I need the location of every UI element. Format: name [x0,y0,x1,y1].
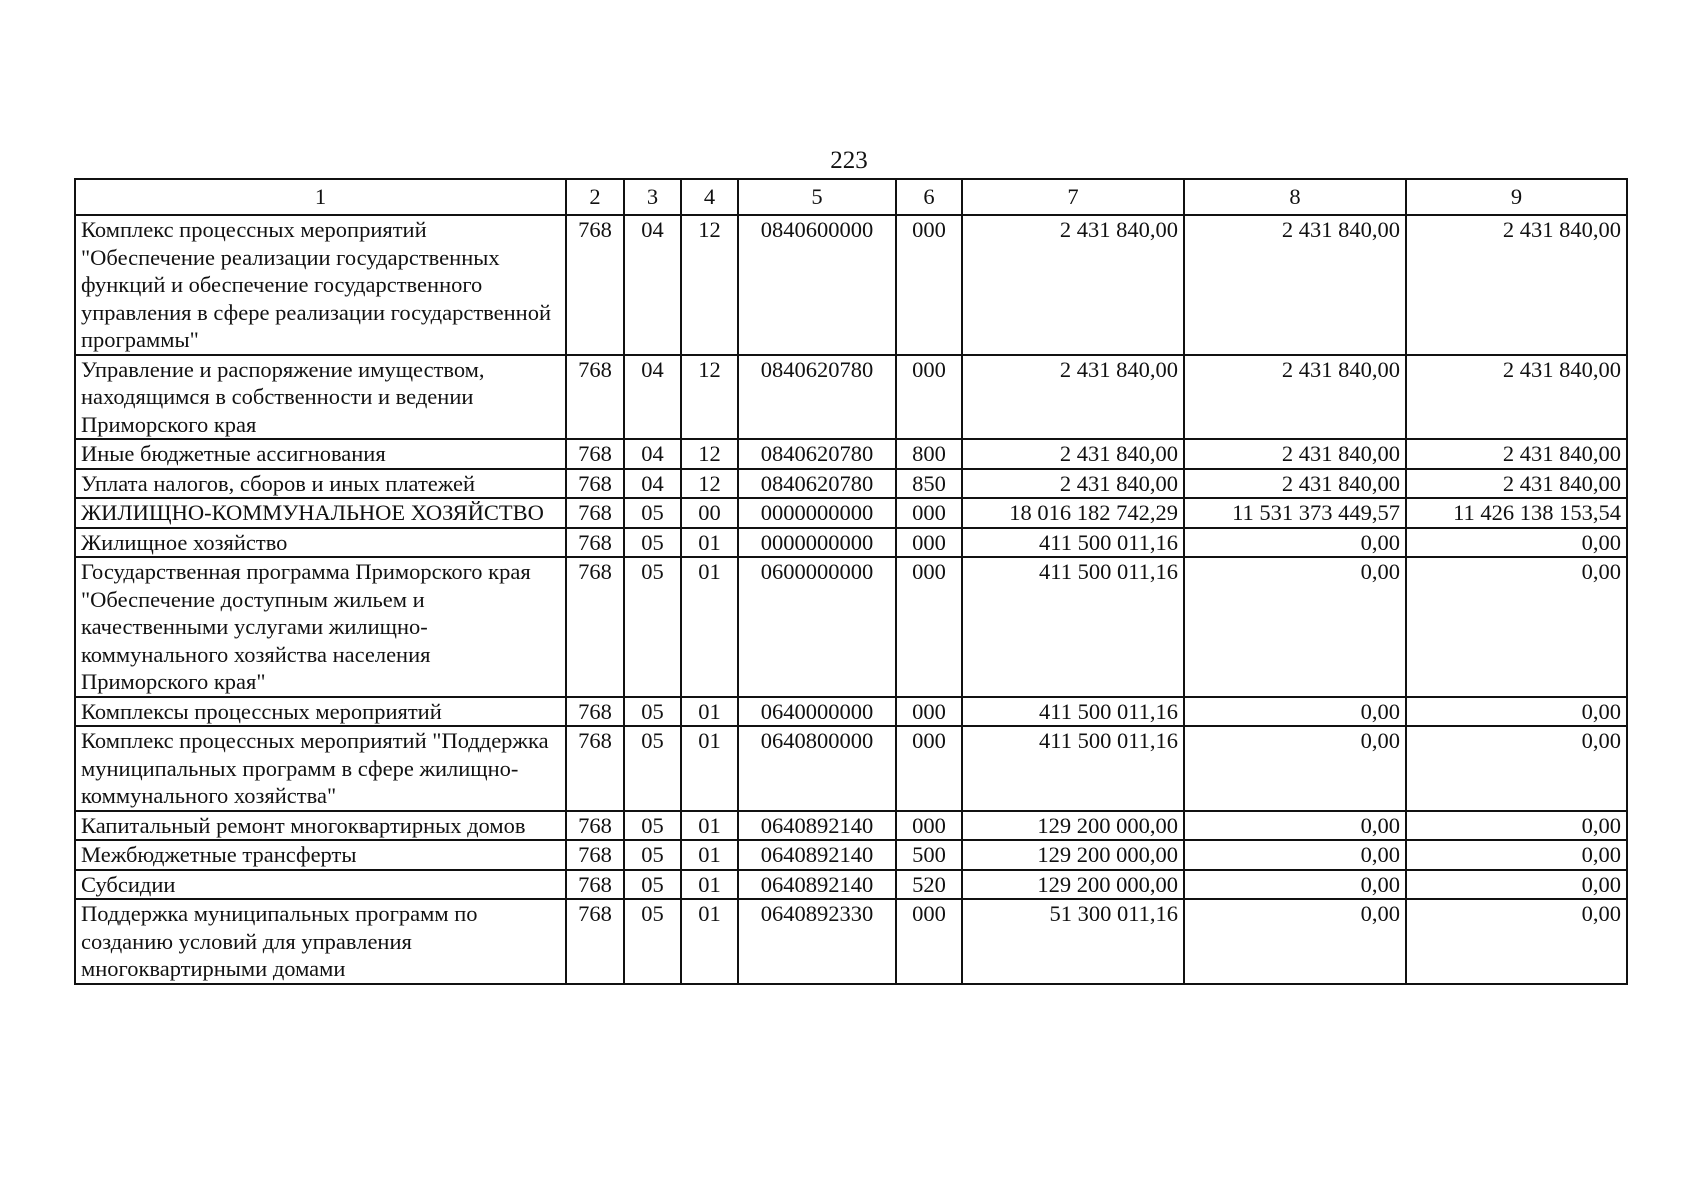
column-header: 1 [75,179,566,215]
row-name: Комплекс процессных мероприятий "Обеспечение реализации государственных функций и обеспечение государственного управления в сфере реализации государственной программы" [75,215,566,355]
code-admin: 768 [566,870,624,900]
code-section: 05 [624,726,681,811]
header-row [75,179,1627,215]
table-row [75,726,1627,811]
amount-year-2: 2 431 840,00 [1184,355,1406,440]
amount-year-2: 0,00 [1184,697,1406,727]
code-admin: 768 [566,528,624,558]
row-name: ЖИЛИЩНО-КОММУНАЛЬНОЕ ХОЗЯЙСТВО [75,498,566,528]
amount-year-2: 2 431 840,00 [1184,215,1406,355]
amount-year-1: 2 431 840,00 [962,215,1184,355]
table-row [75,697,1627,727]
table-row [75,215,1627,355]
code-admin: 768 [566,439,624,469]
amount-year-1: 411 500 011,16 [962,528,1184,558]
code-subsection: 12 [681,439,738,469]
code-target-article: 0640892330 [738,899,896,984]
code-expense-type: 850 [896,469,962,499]
table-row [75,528,1627,558]
code-expense-type: 000 [896,899,962,984]
table-row [75,355,1627,440]
row-name: Межбюджетные трансферты [75,840,566,870]
row-name: Управление и распоряжение имуществом, находящимся в собственности и ведении Приморского края [75,355,566,440]
code-subsection: 01 [681,870,738,900]
column-header: 3 [624,179,681,215]
table-row [75,439,1627,469]
table-row [75,557,1627,697]
amount-year-3: 2 431 840,00 [1406,439,1627,469]
code-section: 05 [624,811,681,841]
amount-year-1: 2 431 840,00 [962,439,1184,469]
amount-year-3: 0,00 [1406,726,1627,811]
row-name: Комплексы процессных мероприятий [75,697,566,727]
column-header: 9 [1406,179,1627,215]
amount-year-3: 0,00 [1406,697,1627,727]
code-expense-type: 000 [896,215,962,355]
row-name: Капитальный ремонт многоквартирных домов [75,811,566,841]
amount-year-2: 0,00 [1184,557,1406,697]
column-header: 8 [1184,179,1406,215]
amount-year-1: 2 431 840,00 [962,355,1184,440]
code-subsection: 01 [681,899,738,984]
code-section: 05 [624,870,681,900]
code-target-article: 0000000000 [738,498,896,528]
amount-year-1: 18 016 182 742,29 [962,498,1184,528]
amount-year-1: 129 200 000,00 [962,811,1184,841]
code-subsection: 01 [681,726,738,811]
code-admin: 768 [566,498,624,528]
code-target-article: 0600000000 [738,557,896,697]
code-expense-type: 000 [896,557,962,697]
code-section: 04 [624,215,681,355]
code-section: 05 [624,498,681,528]
amount-year-3: 2 431 840,00 [1406,469,1627,499]
amount-year-2: 2 431 840,00 [1184,439,1406,469]
amount-year-1: 51 300 011,16 [962,899,1184,984]
amount-year-3: 2 431 840,00 [1406,215,1627,355]
code-subsection: 01 [681,557,738,697]
code-target-article: 0640892140 [738,870,896,900]
code-expense-type: 000 [896,355,962,440]
row-name: Комплекс процессных мероприятий "Поддержка муниципальных программ в сфере жилищно-коммунального хозяйства" [75,726,566,811]
code-target-article: 0640800000 [738,726,896,811]
amount-year-2: 0,00 [1184,840,1406,870]
amount-year-3: 2 431 840,00 [1406,355,1627,440]
code-expense-type: 000 [896,528,962,558]
budget-table [74,178,1628,985]
amount-year-2: 0,00 [1184,528,1406,558]
amount-year-1: 2 431 840,00 [962,469,1184,499]
amount-year-1: 129 200 000,00 [962,840,1184,870]
code-subsection: 00 [681,498,738,528]
code-target-article: 0640892140 [738,840,896,870]
code-subsection: 12 [681,355,738,440]
code-admin: 768 [566,557,624,697]
code-expense-type: 000 [896,498,962,528]
row-name: Поддержка муниципальных программ по созданию условий для управления многоквартирными домами [75,899,566,984]
row-name: Иные бюджетные ассигнования [75,439,566,469]
code-admin: 768 [566,840,624,870]
column-header: 4 [681,179,738,215]
row-name: Жилищное хозяйство [75,528,566,558]
code-section: 04 [624,439,681,469]
code-section: 05 [624,528,681,558]
table-row [75,840,1627,870]
code-target-article: 0840600000 [738,215,896,355]
code-expense-type: 000 [896,811,962,841]
row-name: Субсидии [75,870,566,900]
code-section: 04 [624,355,681,440]
code-target-article: 0640892140 [738,811,896,841]
code-expense-type: 800 [896,439,962,469]
column-header: 7 [962,179,1184,215]
row-name: Уплата налогов, сборов и иных платежей [75,469,566,499]
code-expense-type: 000 [896,726,962,811]
code-target-article: 0840620780 [738,469,896,499]
amount-year-3: 0,00 [1406,899,1627,984]
code-subsection: 01 [681,528,738,558]
code-admin: 768 [566,355,624,440]
table-row [75,469,1627,499]
code-section: 05 [624,899,681,984]
code-admin: 768 [566,469,624,499]
column-header: 6 [896,179,962,215]
code-subsection: 01 [681,811,738,841]
amount-year-3: 11 426 138 153,54 [1406,498,1627,528]
amount-year-3: 0,00 [1406,870,1627,900]
table-row [75,899,1627,984]
row-name: Государственная программа Приморского края "Обеспечение доступным жильем и качественными услугами жилищно-коммунального хозяйства населения Приморского края" [75,557,566,697]
amount-year-2: 0,00 [1184,811,1406,841]
table-row [75,811,1627,841]
code-expense-type: 520 [896,870,962,900]
code-admin: 768 [566,899,624,984]
amount-year-3: 0,00 [1406,528,1627,558]
code-admin: 768 [566,726,624,811]
amount-year-3: 0,00 [1406,811,1627,841]
amount-year-2: 2 431 840,00 [1184,469,1406,499]
code-admin: 768 [566,697,624,727]
column-header: 5 [738,179,896,215]
code-expense-type: 500 [896,840,962,870]
column-header: 2 [566,179,624,215]
code-subsection: 12 [681,469,738,499]
table-row [75,498,1627,528]
amount-year-3: 0,00 [1406,557,1627,697]
amount-year-1: 411 500 011,16 [962,557,1184,697]
page-number: 223 [830,147,868,174]
table-row [75,870,1627,900]
code-section: 05 [624,840,681,870]
code-expense-type: 000 [896,697,962,727]
code-section: 05 [624,557,681,697]
code-subsection: 01 [681,840,738,870]
amount-year-1: 411 500 011,16 [962,697,1184,727]
code-target-article: 0000000000 [738,528,896,558]
code-target-article: 0640000000 [738,697,896,727]
code-subsection: 01 [681,697,738,727]
amount-year-1: 411 500 011,16 [962,726,1184,811]
amount-year-2: 0,00 [1184,870,1406,900]
code-admin: 768 [566,811,624,841]
amount-year-2: 0,00 [1184,726,1406,811]
code-target-article: 0840620780 [738,439,896,469]
code-section: 04 [624,469,681,499]
code-section: 05 [624,697,681,727]
code-admin: 768 [566,215,624,355]
amount-year-2: 0,00 [1184,899,1406,984]
code-target-article: 0840620780 [738,355,896,440]
amount-year-3: 0,00 [1406,840,1627,870]
amount-year-1: 129 200 000,00 [962,870,1184,900]
code-subsection: 12 [681,215,738,355]
amount-year-2: 11 531 373 449,57 [1184,498,1406,528]
